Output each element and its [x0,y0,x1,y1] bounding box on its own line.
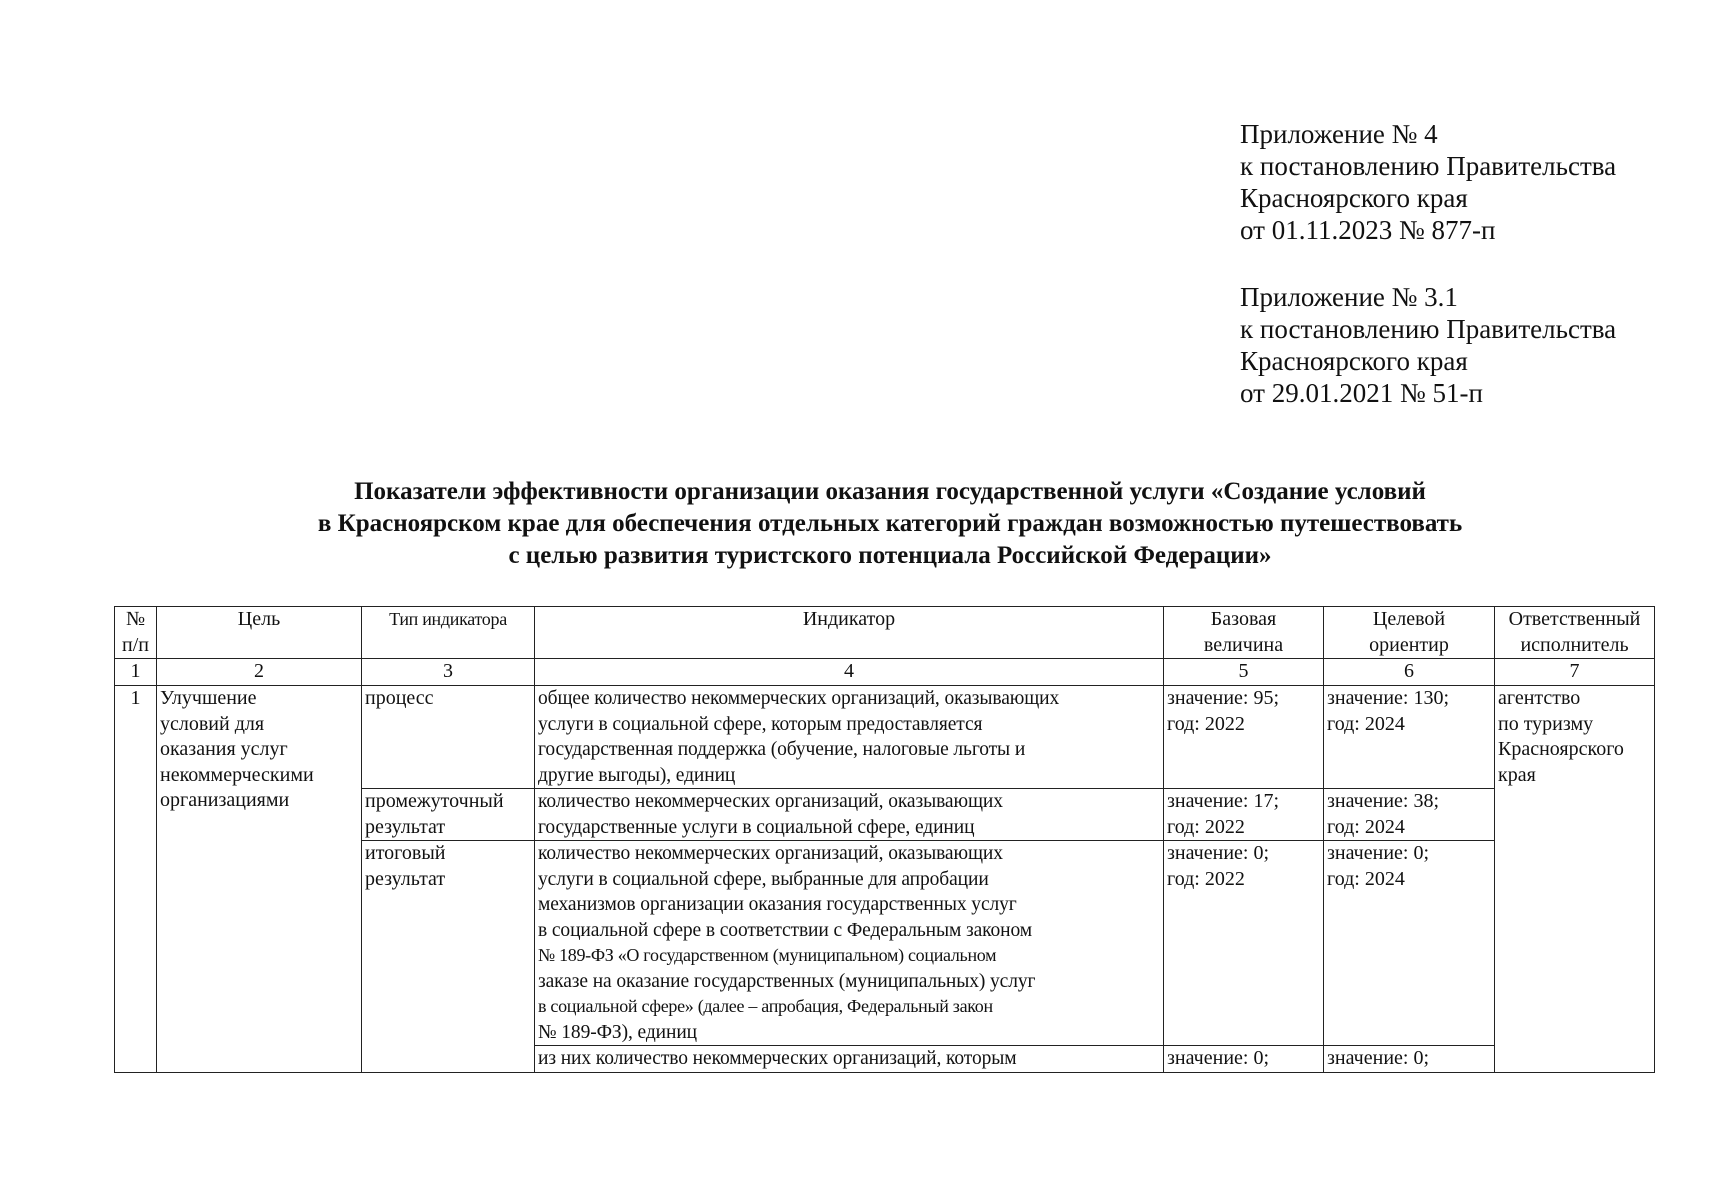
header-base [1164,607,1324,659]
target-value-cell [1324,789,1495,841]
header-indicator: Индикатор [535,607,1164,659]
table-row [115,686,1655,789]
indicator-line: в социальной сфере в соответствии с Федеральным законом [538,919,1033,941]
indicator-line: № 189-ФЗ), единиц [538,1021,698,1043]
header-target [1324,607,1495,659]
goal-line: Улучшение [160,687,257,709]
header-base-line: Базовая [1210,608,1277,630]
document-title [150,476,1630,572]
goal-line: организациями [160,789,290,811]
header-num-line: п/п [122,633,149,656]
indicator-line: общее количество некоммерческих организаций, оказывающих [538,688,1060,709]
indicator-line: другие выгоды), единиц [538,764,736,786]
column-number: 5 [1164,659,1324,686]
indicator-line: количество некоммерческих организаций, оказывающих [538,843,1003,864]
responsible-line: Красноярского [1498,738,1624,760]
responsible-line: края [1498,763,1536,786]
annex-line: Красноярского края [1240,183,1468,213]
indicator-line: механизмов организации оказания государственных услуг [538,894,1017,915]
title-line: в Красноярском крае для обеспечения отдельных категорий граждан возможностью путешествовать [317,510,1463,537]
base-value-cell [1164,789,1324,841]
base-year-line: год: 2022 [1167,815,1245,838]
indicator-type-line: итоговый [365,842,446,864]
indicator-line: количество некоммерческих организаций, оказывающих [538,791,1003,812]
indicators-table [114,606,1655,1073]
indicator-line: заказе на оказание государственных (муниципальных) услуг [538,970,1036,992]
indicator-text-cell [535,789,1164,841]
target-value-line: значение: 130; [1327,687,1450,709]
goal-line: некоммерческими [160,763,314,786]
header-responsible-line: исполнитель [1520,633,1629,656]
indicator-type-cell [362,841,535,1073]
indicator-type-line: результат [365,867,446,890]
responsible-line: по туризму [1498,712,1594,735]
indicator-line: № 189-ФЗ «О государственном (муниципальном) социальном [538,945,997,965]
header-num [115,607,157,659]
header-num-line: № [125,608,146,630]
base-year-line: год: 2022 [1167,712,1245,735]
base-value-line: значение: 0; [1167,842,1270,864]
base-value-line: значение: 0; [1167,1047,1270,1069]
target-value-cell [1324,1046,1495,1073]
target-year-line: год: 2024 [1327,712,1405,735]
base-value-line: значение: 17; [1167,790,1280,812]
column-number: 3 [362,659,535,686]
target-value-line: значение: 0; [1327,842,1430,864]
target-value-cell [1324,841,1495,1046]
base-value-cell [1164,686,1324,789]
indicator-line: государственные услуги в социальной сфере, единиц [538,816,975,838]
annex-line: Приложение № 4 [1240,119,1438,149]
header-target-line: Целевой [1372,608,1446,630]
title-line: с целью развития туристского потенциала Российской Федерации» [508,542,1272,569]
indicator-type-line: промежуточный [365,790,504,812]
indicator-type-cell [362,686,535,789]
column-number: 2 [157,659,362,686]
annex-line: от 01.11.2023 № 877-п [1240,215,1496,245]
table-header-row [115,607,1655,659]
goal-line: условий для [160,712,265,735]
base-value-cell [1164,1046,1324,1073]
header-responsible-line: Ответственный [1508,608,1641,630]
annex-line: Приложение № 3.1 [1240,282,1458,312]
indicator-line: в социальной сфере» (далее – апробация, Федеральный закон [538,996,993,1016]
indicator-text-cell [535,686,1164,789]
column-number: 1 [115,659,157,686]
annex-line: Красноярского края [1240,346,1468,376]
row-number: 1 [115,686,157,1073]
base-value-cell [1164,841,1324,1046]
annex-line: от 29.01.2021 № 51-п [1240,378,1483,408]
indicator-line: из них количество некоммерческих организаций, которым [538,1048,1017,1069]
goal-cell [157,686,362,1073]
indicator-type-line: результат [365,815,446,838]
indicator-text-cell [535,1046,1164,1073]
base-year-line: год: 2022 [1167,867,1245,890]
indicator-type-line: процесс [365,687,434,709]
column-number: 4 [535,659,1164,686]
goal-line: оказания услуг [160,738,288,760]
indicator-type-cell [362,789,535,841]
column-number: 6 [1324,659,1495,686]
indicator-line: услуги в социальной сфере, выбранные для апробации [538,868,989,890]
indicator-text-cell [535,841,1164,1046]
annex-line: к постановлению Правительства [1240,151,1617,181]
annex-header-4 [1240,118,1700,246]
indicator-line: услуги в социальной сфере, которым предоставляется [538,713,983,735]
responsible-line: агентство [1498,687,1581,709]
column-number: 7 [1495,659,1655,686]
target-year-line: год: 2024 [1327,815,1405,838]
header-target-line: ориентир [1369,633,1449,656]
header-type: Тип индикатора [362,607,535,659]
target-value-line: значение: 38; [1327,790,1440,812]
responsible-cell [1495,686,1655,1073]
annex-line: к постановлению Правительства [1240,314,1617,344]
target-year-line: год: 2024 [1327,867,1405,890]
target-value-cell [1324,686,1495,789]
base-value-line: значение: 95; [1167,687,1280,709]
annex-header-3-1 [1240,281,1700,409]
header-base-line: величина [1203,633,1284,656]
title-line: Показатели эффективности организации оказания государственной услуги «Создание условий [354,478,1426,505]
indicator-line: государственная поддержка (обучение, налоговые льготы и [538,739,1026,760]
target-value-line: значение: 0; [1327,1047,1430,1069]
header-goal: Цель [157,607,362,659]
column-number-row [115,659,1655,686]
header-responsible [1495,607,1655,659]
